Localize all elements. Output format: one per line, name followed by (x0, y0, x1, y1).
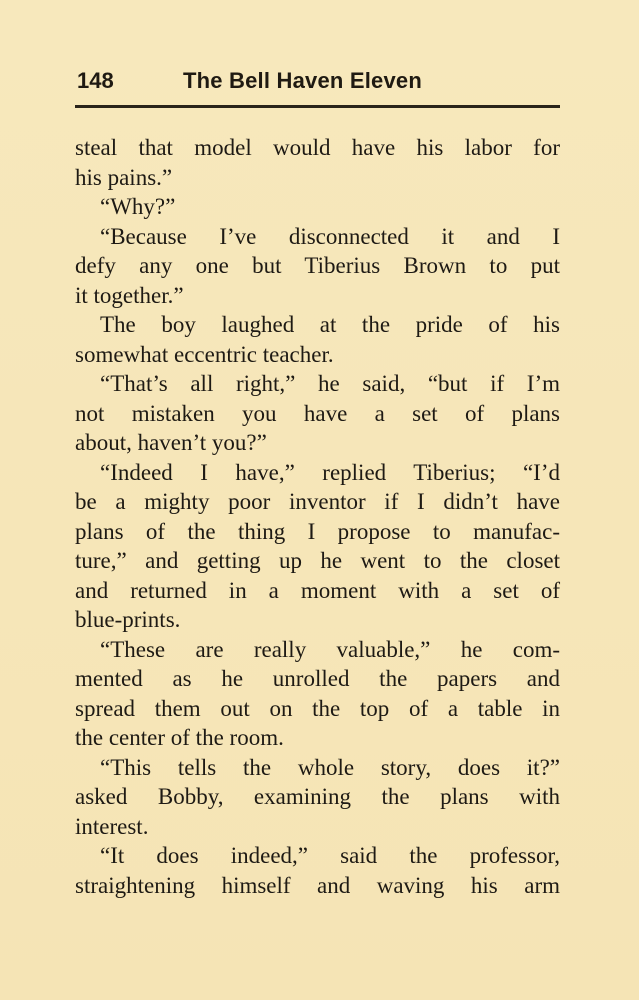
text-line: plans of the thing I propose to manufac- (75, 518, 560, 544)
text-line: his pains.” (75, 164, 173, 190)
text-line: be a mighty poor inventor if I didn’t have (75, 489, 560, 514)
header-rule (75, 105, 560, 108)
text-line: straightening himself and waving his arm (75, 872, 560, 898)
text-line: it together.” (75, 282, 184, 308)
text-line: ture,” and getting up he went to the closet (75, 548, 560, 573)
text-line: spread them out on the top of a table in (75, 695, 560, 721)
text-line: mented as he unrolled the papers and (75, 666, 560, 691)
text-line: and returned in a moment with a set of (75, 577, 560, 603)
text-line: the center of the room. (75, 725, 284, 750)
text-line: “These are really valuable,” he com- (100, 636, 560, 662)
text-line: blue-prints. (75, 607, 181, 632)
text-line: not mistaken you have a set of plans (75, 400, 560, 426)
text-line: “Why?” (100, 194, 176, 219)
text-line: “This tells the whole story, does it?” (100, 754, 560, 780)
text-line: about, haven’t you?” (75, 430, 267, 455)
body-text (75, 133, 560, 900)
page-number: 148 (77, 68, 114, 93)
text-line: The boy laughed at the pride of his (100, 312, 560, 337)
text-line: somewhat eccentric teacher. (75, 341, 334, 367)
text-line: “Indeed I have,” replied Tiberius; “I’d (100, 459, 560, 485)
text-line: defy any one but Tiberius Brown to put (75, 253, 560, 278)
text-line: interest. (75, 813, 149, 839)
text-line: “That’s all right,” he said, “but if I’m (100, 371, 560, 396)
text-line: steal that model would have his labor for (75, 135, 560, 160)
text-line: “It does indeed,” said the professor, (100, 843, 560, 868)
running-title: The Bell Haven Eleven (183, 68, 422, 93)
text-line: “Because I’ve disconnected it and I (100, 223, 560, 249)
text-line: asked Bobby, examining the plans with (75, 784, 560, 809)
running-header (75, 64, 560, 100)
